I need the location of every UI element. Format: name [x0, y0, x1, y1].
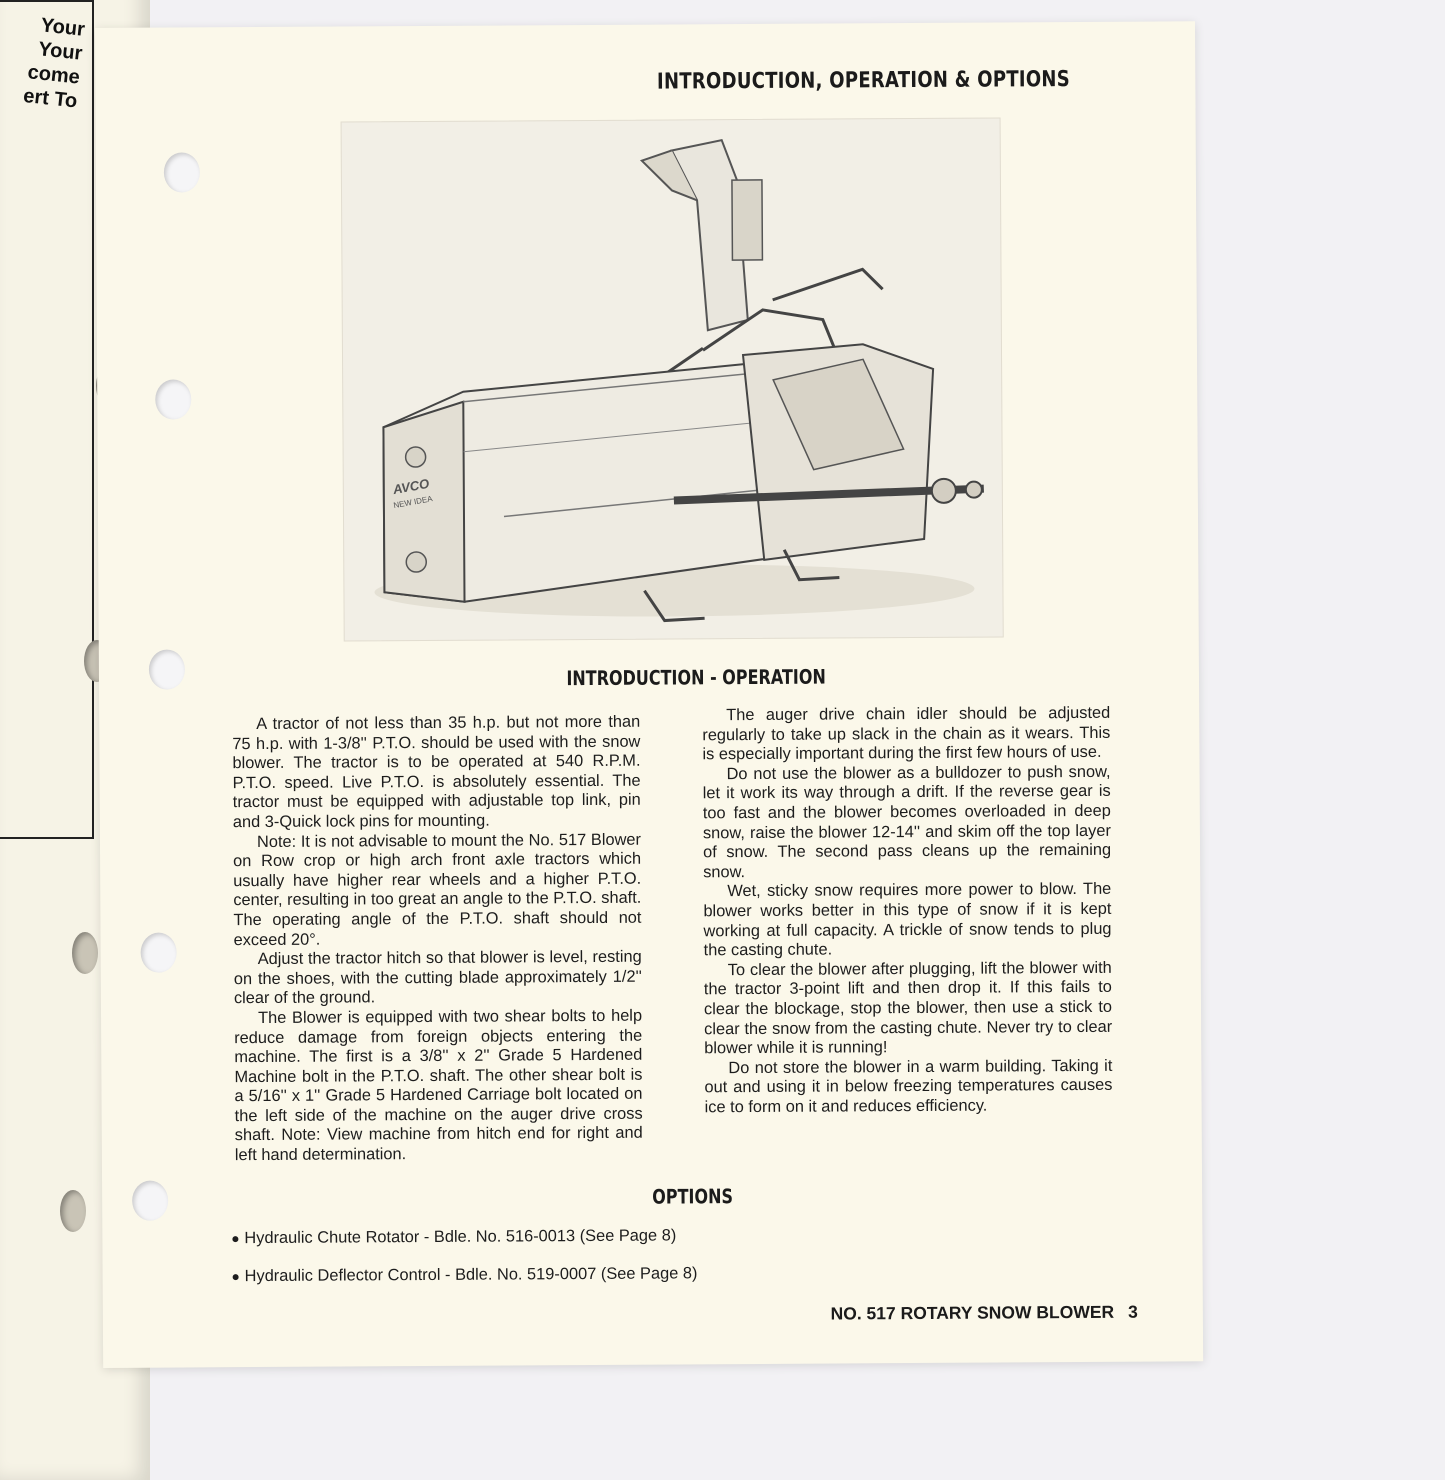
paragraph: A tractor of not less than 35 h.p. but not more than 75 h.p. with 1-3/8'' P.T.O. should be used with the snow blower. The tractor is to be operated at 540 R.P.M. P.T.O. speed. Live P.T.O. is absolutely essential. The tractor must be equipped with adjustable top link, pin and 3-Quick lock pins for mounting.	[232, 712, 641, 832]
option-text: Hydraulic Chute Rotator - Bdle. No. 516-0013 (See Page 8)	[244, 1226, 677, 1248]
section-heading-introduction: INTRODUCTION - OPERATION	[566, 664, 826, 691]
page-number: 3	[1128, 1301, 1138, 1322]
snow-blower-illustration	[342, 118, 1003, 640]
paragraph: Wet, sticky snow requires more power to blow. The blower works better in this type of snow if it is kept working at full capacity. A trickle of snow tends to plug the casting chute.	[703, 880, 1112, 960]
punch-hole	[72, 932, 98, 974]
left-page-line: Your	[37, 38, 84, 65]
left-page-boxed-panel	[0, 0, 94, 839]
paragraph: The Blower is equipped with two shear bolts to help reduce damage from foreign objects entering the machine. The first is a 3/8'' x 2'' Grade 5 Hardened Machine bolt in the P.T.O. shaft. The other shear bolt is a 5/16'' x 1'' Grade 5 Hardened Carriage bolt located on the left side of the machine on the auger drive cross shaft. Note: View machine from hitch end for right and left hand determination.	[234, 1006, 643, 1165]
paragraph: Do not store the blower in a warm building. Taking it out and using it in below freezing temperatures causes ice to form on it and reduces efficiency.	[704, 1056, 1113, 1117]
punch-hole	[164, 152, 200, 192]
punch-hole	[149, 649, 185, 689]
paragraph: Adjust the tractor hitch so that blower is level, resting on the shoes, with the cutting blade approximately 1/2'' clear of the ground.	[233, 947, 642, 1008]
bullet-icon	[232, 1236, 238, 1242]
left-page-line: Your	[39, 14, 86, 41]
option-item	[232, 1226, 676, 1248]
footer-title: NO. 517 ROTARY SNOW BLOWER	[830, 1301, 1115, 1324]
left-page-line: ert To	[22, 84, 79, 113]
paragraph: The auger drive chain idler should be adjusted regularly to take up slack in the chain as it wears. This is especially important during the first few hours of use.	[702, 703, 1111, 764]
paragraph: Do not use the blower as a bulldozer to push snow, let it work its way through a drift. If the reverse gear is too fast and the blower becomes overloaded in deep snow, raise the blower 12-14'' and skim off the top layer of snow. The second pass cleans up the remaining snow.	[702, 762, 1112, 882]
brand-logo-line: NEW IDEA	[392, 494, 434, 511]
option-text: Hydraulic Deflector Control - Bdle. No. 519-0007 (See Page 8)	[244, 1264, 698, 1286]
intro-right-column	[702, 704, 1113, 1118]
punch-hole	[141, 933, 177, 973]
manual-page	[95, 21, 1203, 1368]
section-heading-options: OPTIONS	[652, 1184, 734, 1209]
intro-left-column	[232, 713, 643, 1166]
option-item	[233, 1264, 698, 1286]
punch-hole	[132, 1181, 168, 1221]
punch-hole	[60, 1190, 86, 1232]
punch-hole	[155, 379, 191, 419]
paragraph: Note: It is not advisable to mount the No. 517 Blower on Row crop or high arch front axle tractors which usually have higher rear wheels and a higher P.T.O. center, resulting in too great an angle to the P.T.O. shaft. The operating angle of the P.T.O. shaft should not exceed 20°.	[233, 830, 642, 949]
left-page-text	[0, 10, 86, 114]
page-footer	[830, 1302, 1137, 1325]
bullet-icon	[233, 1274, 239, 1280]
page-header: INTRODUCTION, OPERATION & OPTIONS	[657, 67, 1071, 95]
left-page-line: come	[26, 61, 81, 89]
brand-logo-line: AVCO	[391, 475, 431, 498]
paragraph: To clear the blower after plugging, lift the blower with the tractor 3-point lift and then drop it. If this fails to clear the blockage, stop the blower, then use a stick to clear the snow from the casting chute. Never try to clear blower while it is running!	[703, 958, 1113, 1058]
snow-blower-photo	[341, 117, 1004, 641]
